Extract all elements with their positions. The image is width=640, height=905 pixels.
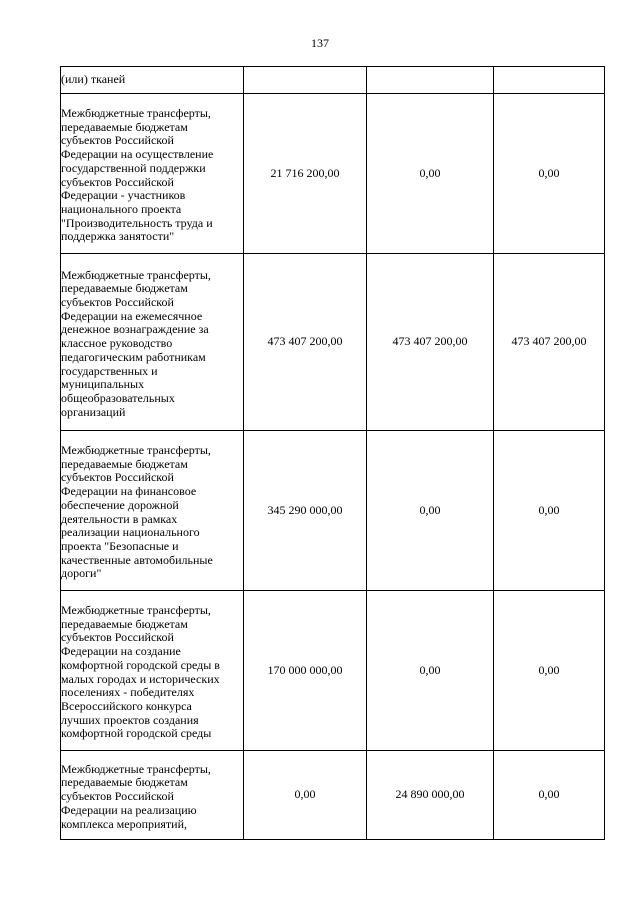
- row-value-1: [244, 67, 367, 94]
- row-value-3: 0,00: [494, 751, 605, 840]
- row-value-1: 170 000 000,00: [244, 591, 367, 751]
- row-value-1: 21 716 200,00: [244, 94, 367, 254]
- row-value-3: 0,00: [494, 94, 605, 254]
- row-value-1: 0,00: [244, 751, 367, 840]
- row-value-2: [367, 67, 494, 94]
- row-value-3: 0,00: [494, 431, 605, 591]
- table-row: [61, 67, 605, 94]
- table-row: [61, 751, 605, 840]
- table-row: [61, 591, 605, 751]
- row-value-3: 0,00: [494, 591, 605, 751]
- row-description: Межбюджетные трансферты, передаваемые бюджетам субъектов Российской Федерации на создание комфортной городской среды в малых городах и исторических поселениях - победителях Всероссийского конкурса лучших проектов создания комфортной городской среды: [61, 591, 244, 751]
- table-row: [61, 94, 605, 254]
- row-value-2: 473 407 200,00: [367, 254, 494, 431]
- table-row: [61, 254, 605, 431]
- row-value-2: 0,00: [367, 94, 494, 254]
- row-value-1: 473 407 200,00: [244, 254, 367, 431]
- row-description: (или) тканей: [61, 67, 244, 94]
- row-value-2: 0,00: [367, 591, 494, 751]
- table-row: [61, 431, 605, 591]
- row-description: Межбюджетные трансферты, передаваемые бюджетам субъектов Российской Федерации на финансовое обеспечение дорожной деятельности в рамках реализации национального проекта "Безопасные и качественные автомобильные дороги": [61, 431, 244, 591]
- row-value-2: 0,00: [367, 431, 494, 591]
- row-description: Межбюджетные трансферты, передаваемые бюджетам субъектов Российской Федерации на ежемесячное денежное вознаграждение за классное руководство педагогическим работникам государственных и муниципальных общеобразовательных организаций: [61, 254, 244, 431]
- page-number: 137: [311, 36, 329, 50]
- row-value-1: 345 290 000,00: [244, 431, 367, 591]
- row-value-2: 24 890 000,00: [367, 751, 494, 840]
- budget-table: [60, 66, 605, 840]
- row-value-3: [494, 67, 605, 94]
- row-value-3: 473 407 200,00: [494, 254, 605, 431]
- row-description: Межбюджетные трансферты, передаваемые бюджетам субъектов Российской Федерации на реализацию комплекса мероприятий,: [61, 751, 244, 840]
- row-description: Межбюджетные трансферты, передаваемые бюджетам субъектов Российской Федерации на осуществление государственной поддержки субъектов Российской Федерации - участников национального проекта "Производительность труда и поддержка занятости": [61, 94, 244, 254]
